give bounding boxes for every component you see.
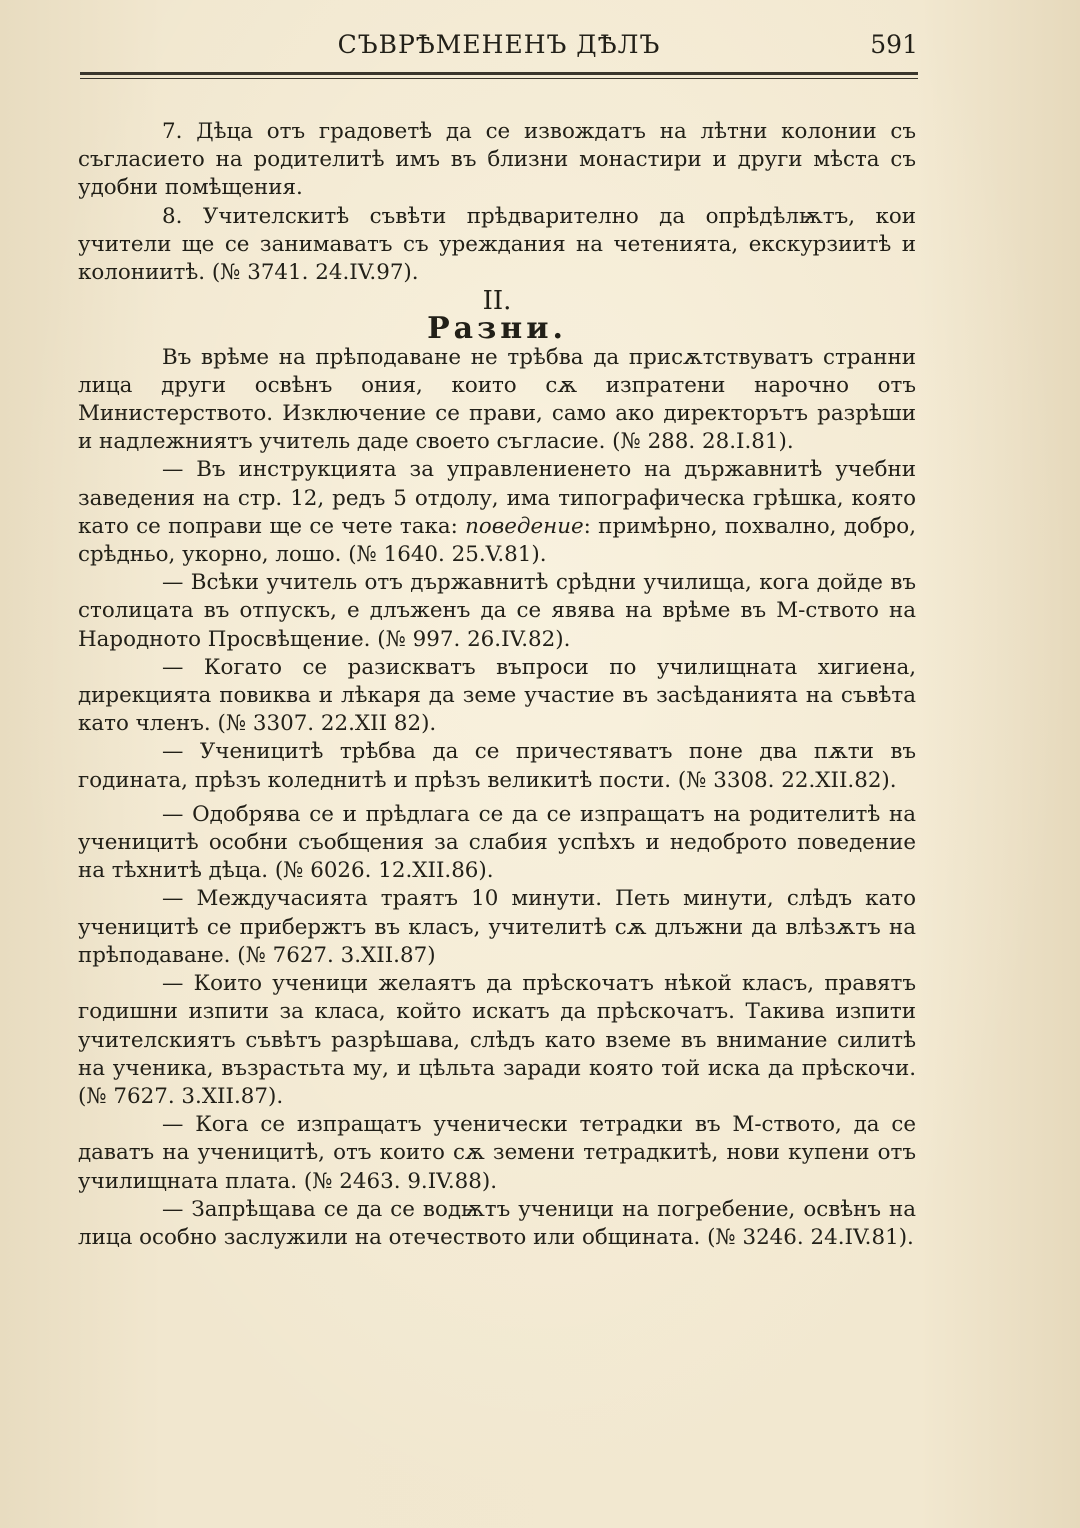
- page-header: [80, 30, 918, 70]
- paragraph-typo-text: — Въ инструкцията за управлениенето на държавнитѣ учебни заведения на стр. 12, редъ 5 отдолу, има типографическа грѣшка, която като се поправи ще се чете така:: [78, 457, 916, 539]
- header-rule-thin: [80, 78, 918, 79]
- paragraph-parents: — Одобрява се и прѣдлага се да се изпращатъ на родителитѣ на ученицитѣ особни съобщения за слабия успѣхъ и недоброто поведение на тѣхнитѣ дѣца. (№ 6026. 12.XII.86).: [78, 801, 916, 884]
- paragraph-skip-class: — Които ученици желаятъ да прѣскочатъ нѣкой класъ, правятъ годишни изпити за класа, който искатъ да прѣскочатъ. Такива изпити учителскиятъ съвѣтъ разрѣшава, слѣдъ като вземе въ внимание силитѣ на ученика, възрастьта му, и цѣльта заради която той иска да прѣскочи. (№ 7627. 3.XII.87).: [78, 971, 916, 1109]
- paragraph-funerals: — Запрѣщава се да се водѭтъ ученици на погребение, освѣнъ на лица особно заслужили на отечеството или общината. (№ 3246. 24.IV.81).: [78, 1196, 916, 1250]
- paragraph-typo-italic: поведение: [465, 513, 584, 539]
- paragraph-leave: — Всѣки учитель отъ държавнитѣ срѣдни училища, кога дойде въ столицата въ отпускъ, е длъженъ да се явява на врѣме въ М-ството на Народното Просвѣщение. (№ 997. 26.IV.82).: [78, 570, 916, 652]
- paragraph-item-8: 8. Учителскитѣ съвѣти прѣдварително да опрѣдѣлѭтъ, кои учители ще се занимаватъ съ уреждания на четенията, екскурзиитѣ и колониитѣ. (№ 3741. 24.IV.97).: [78, 203, 916, 286]
- header-rule: [80, 72, 918, 75]
- paragraph-breaks: — Междучасията траятъ 10 минути. Петь минути, слѣдъ като ученицитѣ се прибержтъ въ класъ, учителитѣ сѫ длъжни да влѣзѫтъ на прѣподаване. (№ 7627. 3.XII.87): [78, 886, 916, 968]
- paragraph-item-7: 7. Дѣца отъ градоветѣ да се извождатъ на лѣтни колонии съ съгласието на родителитѣ имъ въ близни монастири и други мѣста съ удобни помѣщения.: [78, 119, 916, 201]
- running-title: СЪВРѢМЕНЕНЪ ДѢЛЪ: [337, 30, 661, 59]
- section-number: II.: [482, 286, 512, 317]
- section-title: Разни.: [427, 311, 567, 347]
- paragraph-typo: [78, 456, 916, 569]
- paragraph-hygiene: — Когато се разискватъ въпроси по училищната хигиена, дирекцията повиква и лѣкаря да земе участие въ засѣданията на съвѣта като членъ. (№ 3307. 22.XII 82).: [78, 654, 916, 737]
- page-body: [78, 118, 916, 1252]
- paragraph-notebooks: — Кога се изпращатъ ученически тетрадки въ М-ството, да се даватъ на ученицитѣ, отъ които сѫ земени тетрадкитѣ, нови купени отъ училищната плата. (№ 2463. 9.IV.88).: [78, 1112, 916, 1194]
- paragraph-typo-rest: : примѣрно, похвално, добро, срѣдньо, укорно, лошо. (№ 1640. 25.V.81).: [78, 513, 916, 568]
- paragraph-communion: — Ученицитѣ трѣбва да се причестяватъ поне два пѫти въ годината, прѣзъ коледнитѣ и прѣзъ великитѣ пости. (№ 3308. 22.XII.82).: [78, 739, 916, 793]
- paragraph-presence: Въ врѣме на прѣподаване не трѣбва да присѫтствуватъ странни лица други освѣнъ ония, които сѫ изпратени нарочно отъ Министерството. Изключение се прави, само ако директорътъ разрѣши и надлежниятъ учитель даде своето съгласие. (№ 288. 28.I.81).: [78, 344, 916, 455]
- page-number: 591: [870, 30, 918, 59]
